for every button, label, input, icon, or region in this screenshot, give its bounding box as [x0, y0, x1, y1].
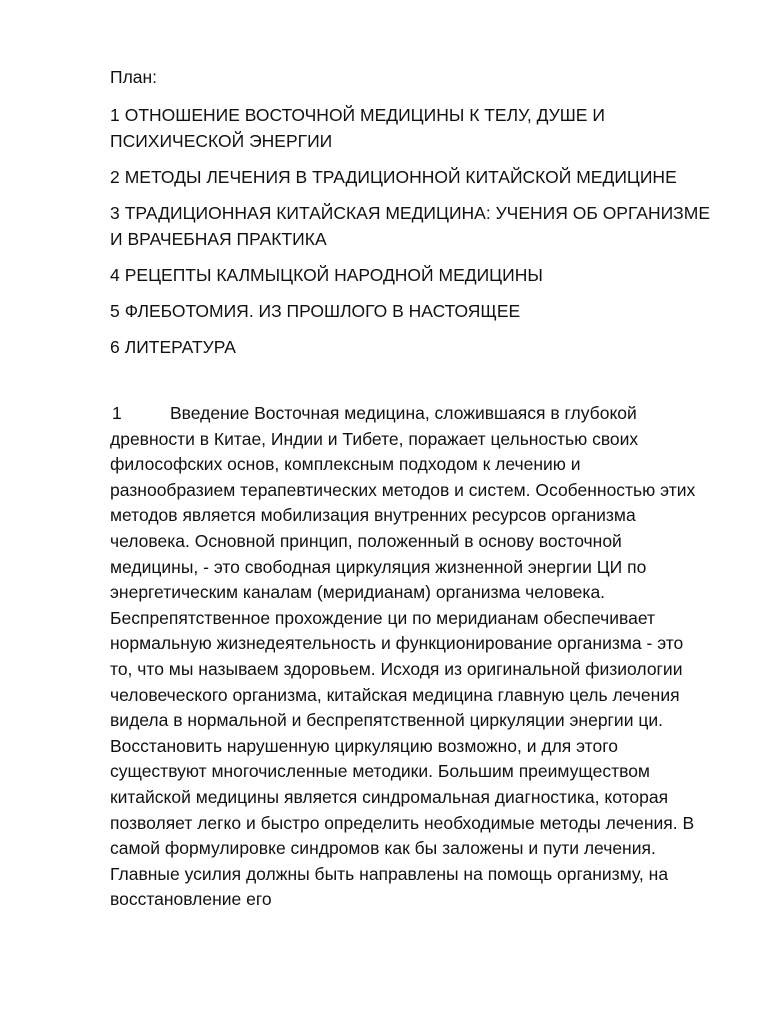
plan-item-text: ОТНОШЕНИЕ ВОСТОЧНОЙ МЕДИЦИНЫ К ТЕЛУ, ДУШЕ И ПСИХИЧЕСКОЙ ЭНЕРГИИ [110, 105, 605, 151]
plan-item-number: 3 [110, 203, 120, 223]
plan-item-text: ЛИТЕРАТУРА [124, 337, 236, 357]
plan-item [110, 334, 710, 360]
plan-item-number: 2 [110, 167, 120, 187]
plan-item-text: РЕЦЕПТЫ КАЛМЫЦКОЙ НАРОДНОЙ МЕДИЦИНЫ [124, 265, 543, 285]
plan-item [110, 164, 710, 190]
plan-item [110, 298, 710, 324]
plan-item-number: 5 [110, 301, 120, 321]
plan-item [110, 200, 710, 252]
plan-item-text: ТРАДИЦИОННАЯ КИТАЙСКАЯ МЕДИЦИНА: УЧЕНИЯ ОБ ОРГАНИЗМЕ И ВРАЧЕБНАЯ ПРАКТИКА [110, 203, 710, 249]
plan-item-text: ФЛЕБОТОМИЯ. ИЗ ПРОШЛОГО В НАСТОЯЩЕЕ [124, 301, 521, 321]
intro-text: Введение Восточная медицина, сложившаяся в глубокой древности в Китае, Индии и Тибете, поражает цельностью своих философских основ, комплексным подходом к лечению и разнообразием терапевтических методов и систем. Особенностью этих методов является мобилизация внутренних ресурсов организма человека. Основной принцип, положенный в основу восточной медицины, - это свободная циркуляция жизненной энергии ЦИ по энергетическим каналам (меридианам) организма человека. Беспрепятственное прохождение ци по меридианам обеспечивает нормальную жизнедеятельность и функционирование организма - это то, что мы называем здоровьем. Исходя из оригинальной физиологии человеческого организма, китайская медицина главную цель лечения видела в нормальной и беспрепятственной циркуляции энергии ци. Восстановить нарушенную циркуляцию возможно, и для этого существуют многочисленные методики. Большим преимуществом китайской медицины является синдромальная диагностика, которая позволяет легко и быстро определить необходимые методы лечения. В самой формулировке синдромов как бы заложены и пути лечения. Главные усилия должны быть направлены на помощь организму, на восстановление его [110, 403, 696, 910]
plan-item-text: МЕТОДЫ ЛЕЧЕНИЯ В ТРАДИЦИОННОЙ КИТАЙСКОЙ МЕДИЦИНЕ [124, 167, 677, 187]
plan-item [110, 262, 710, 288]
plan-item-number: 1 [110, 105, 120, 125]
intro-paragraph [110, 401, 710, 913]
plan-heading: План: [110, 67, 158, 87]
plan-item-number: 6 [110, 337, 120, 357]
page-content [110, 64, 710, 910]
plan-item [110, 102, 710, 154]
plan-item-number: 4 [110, 265, 120, 285]
plan-list [110, 102, 710, 360]
intro-number: 1 [112, 403, 122, 423]
